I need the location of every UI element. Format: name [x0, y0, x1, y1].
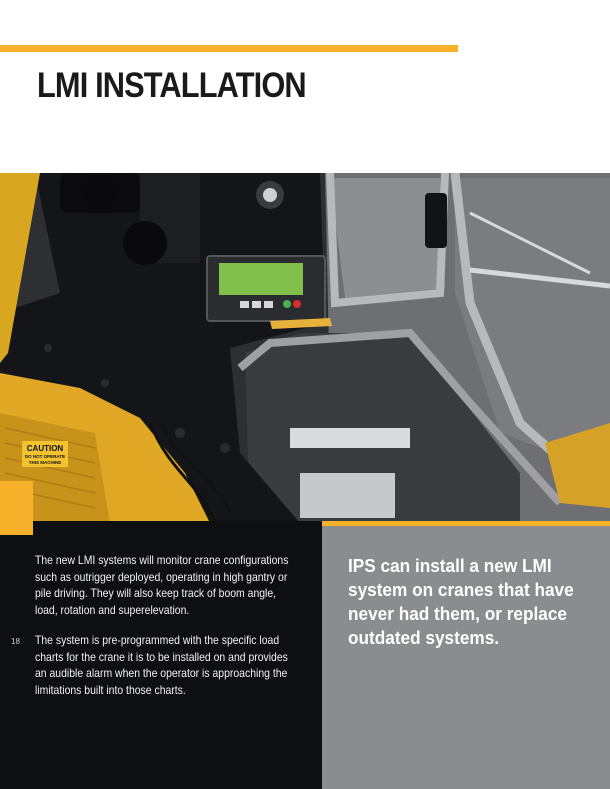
top-accent-bar [0, 45, 458, 52]
caution-sticker-line3: THIS MACHINE [28, 460, 62, 465]
caution-sticker-line1: CAUTION [26, 444, 64, 453]
caution-sticker-line2: DO NOT OPERATE [24, 454, 66, 459]
quote-accent-bar [322, 521, 610, 526]
pull-quote: IPS can install a new LMI system on cranes that have never had them, or replace outdated systems. [348, 555, 574, 648]
crane-cab-illustration [0, 173, 610, 523]
paragraph-1: The new LMI systems will monitor crane configurations such as outrigger deployed, operating in high gantry or pile driving. They will also keep track of boom angle, load, rotation and superelevation. [35, 554, 289, 617]
page-number: 18 [11, 637, 20, 646]
page-title: LMI INSTALLATION [37, 66, 306, 105]
yellow-tab [0, 481, 33, 523]
paragraph-2: The system is pre-programmed with the specific load charts for the crane it is to be installed on and provides an audible alarm when the operator is approaching the limitations built into those charts. [35, 634, 288, 697]
crane-cab-photo [0, 173, 610, 523]
panel-accent [0, 521, 33, 535]
